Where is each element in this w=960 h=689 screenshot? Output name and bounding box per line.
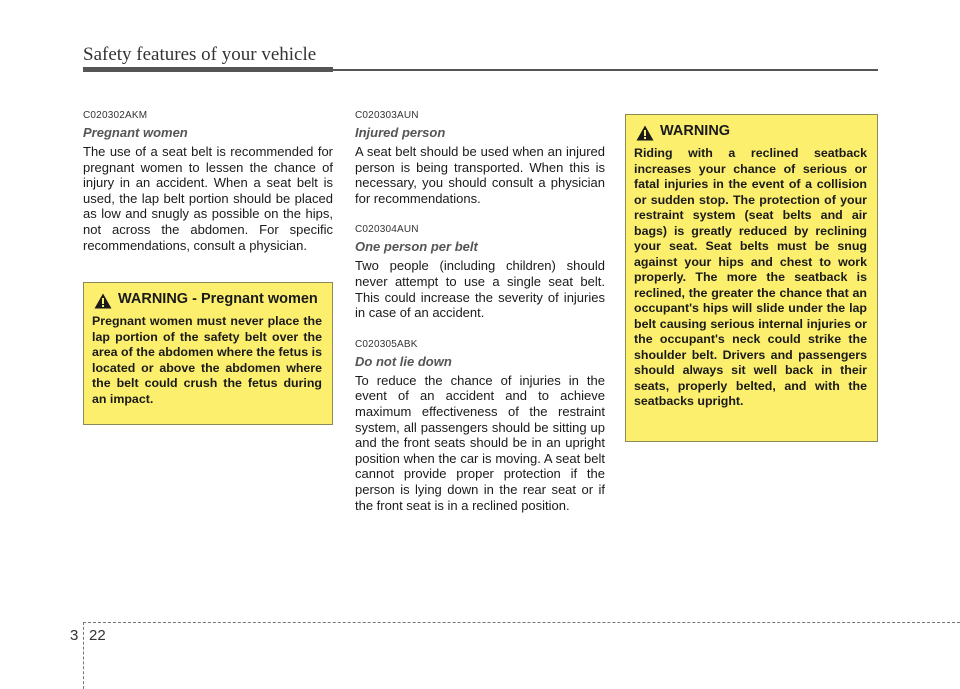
column-left xyxy=(83,110,333,271)
header-rule-thick xyxy=(83,67,333,72)
page-number: 22 xyxy=(89,627,106,644)
section-do-not-lie-down xyxy=(355,339,605,513)
footer-rule xyxy=(83,622,960,623)
section-body: The use of a seat belt is recommended for pregnant women to lessen the chance of injury in an accident. When a seat belt is used, the lap belt portion should be placed as low and snugly as possible on the hips, not across the abdomen. For specific recommendations, consult a physician. xyxy=(83,144,333,253)
section-body: To reduce the chance of injuries in the event of an accident and to achieve maximum effectiveness of the restraint system, all passengers should be sitting up and the front seats should be in an upright position when the car is moving. A seat belt cannot provide proper protection if the person is lying down in the rear seat or if the front seat is in a reclined position. xyxy=(355,372,605,513)
footer-vertical-rule xyxy=(83,622,84,689)
warning-header xyxy=(634,123,867,141)
section-code: C020304AUN xyxy=(355,224,419,236)
page-header-title: Safety features of your vehicle xyxy=(83,44,317,65)
warning-triangle-icon xyxy=(636,125,654,141)
header-rule xyxy=(83,67,878,73)
section-body: Two people (including children) should never attempt to use a single seat belt. This could increase the severity of injuries in case of an accident. xyxy=(355,258,605,321)
section-title: Pregnant women xyxy=(83,125,188,140)
warning-body: Pregnant women must never place the lap portion of the safety belt over the area of the abdomen where the fetus is located or above the abdomen where the belt could crush the fetus during an impact. xyxy=(92,314,322,406)
warning-box-pregnant-women xyxy=(83,282,333,425)
section-one-person-per-belt xyxy=(355,224,605,320)
section-body: A seat belt should be used when an injured person is being transported. When this is necessary, you should consult a physician for recommendations. xyxy=(355,144,605,206)
section-code: C020305ABK xyxy=(355,338,418,350)
section-code: C020303AUN xyxy=(355,110,419,121)
section-code: C020302AKM xyxy=(83,110,148,121)
section-title: Injured person xyxy=(355,125,446,140)
section-injured-person xyxy=(355,110,605,206)
warning-title: WARNING - Pregnant women xyxy=(118,291,318,307)
section-title: One person per belt xyxy=(355,239,478,255)
warning-box-reclined-seatback xyxy=(625,114,878,442)
warning-header xyxy=(92,291,322,309)
column-middle xyxy=(355,110,605,531)
warning-body: Riding with a reclined seatback increases your chance of serious or fatal injuries in the event of a collision or sudden stop. The protection of your restraint system (seat belts and air bags) is greatly reduced by reclining your seat. Seat belts must be snug against your hips and chest to work properly. The more the seatback is reclined, the greater the chance that an occupant's hips will slide under the lap belt causing serious internal injuries or the occupant's neck could strike the shoulder belt. Drivers and passengers should always sit well back in their seats, properly belted, and with the seatbacks upright. xyxy=(634,146,867,408)
warning-triangle-icon xyxy=(94,293,112,309)
warning-title: WARNING xyxy=(660,123,731,139)
section-title: Do not lie down xyxy=(355,353,452,369)
chapter-number: 3 xyxy=(70,627,79,644)
